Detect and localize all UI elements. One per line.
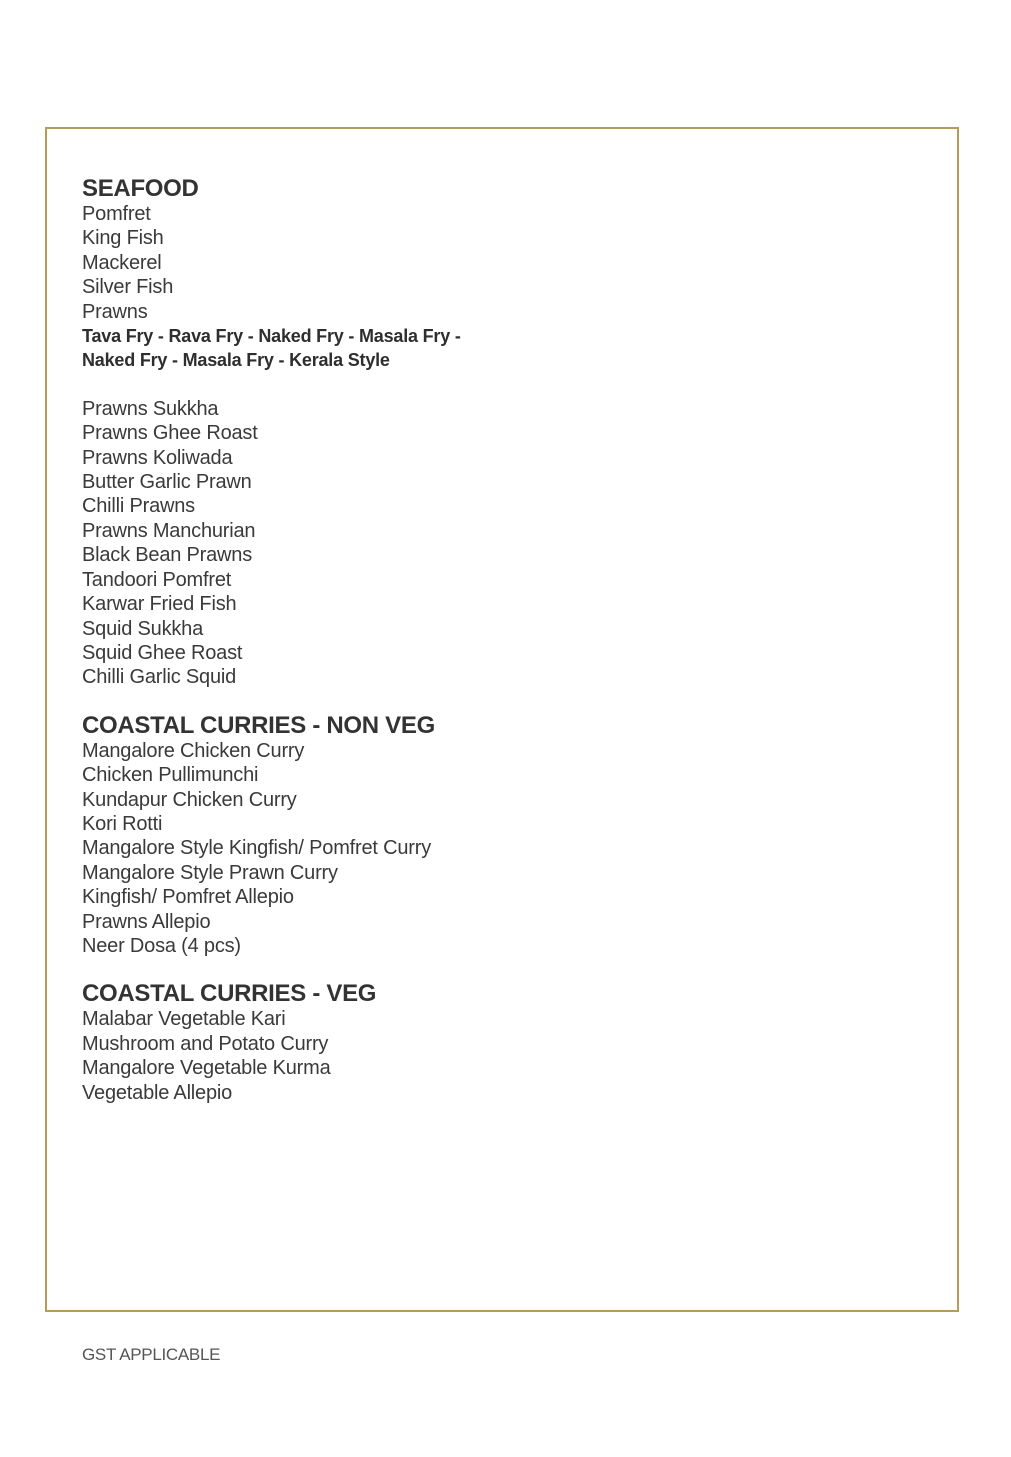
menu-item: Chilli Prawns [82, 495, 195, 518]
menu-item: Mangalore Style Kingfish/ Pomfret Curry [82, 837, 432, 860]
menu-item: Vegetable Allepio [82, 1081, 233, 1104]
menu-item: Black Bean Prawns [82, 544, 253, 567]
seafood-list [82, 202, 882, 373]
menu-item: Mackerel [82, 251, 162, 274]
menu-item: Karwar Fried Fish [82, 593, 237, 616]
menu-item: Prawns Ghee Roast [82, 422, 258, 445]
menu-item: Prawns Allepio [82, 910, 211, 933]
menu-item: Kundapur Chicken Curry [82, 788, 297, 811]
menu-item: Chilli Garlic Squid [82, 666, 237, 689]
menu-item: Squid Sukkha [82, 617, 204, 640]
menu-item: Mushroom and Potato Curry [82, 1032, 329, 1055]
coastal-veg-list [82, 1007, 882, 1105]
menu-content [82, 176, 882, 1105]
seafood-title: SEAFOOD [82, 175, 199, 202]
menu-item: Malabar Vegetable Kari [82, 1008, 286, 1031]
preparation-styles: Tava Fry - Rava Fry - Naked Fry - Masala Fry - [82, 326, 461, 347]
menu-item: Tandoori Pomfret [82, 568, 232, 591]
menu-item: Silver Fish [82, 276, 174, 299]
menu-item: Prawns [82, 300, 148, 323]
gst-note: GST APPLICABLE [82, 1345, 221, 1364]
menu-item: Chicken Pullimunchi [82, 764, 259, 787]
menu-item: Prawns Sukkha [82, 397, 219, 420]
coastal-non-veg-title: COASTAL CURRIES - NON VEG [82, 711, 435, 739]
preparation-styles: Naked Fry - Masala Fry - Kerala Style [82, 350, 390, 371]
seafood-specials-list [82, 397, 882, 690]
menu-item: Pomfret [82, 203, 151, 225]
menu-item: Kingfish/ Pomfret Allepio [82, 886, 294, 909]
menu-item: King Fish [82, 227, 164, 250]
menu-item: Butter Garlic Prawn [82, 471, 252, 494]
coastal-veg-title: COASTAL CURRIES - VEG [82, 980, 377, 1008]
coastal-non-veg-list [82, 739, 882, 959]
menu-item: Squid Ghee Roast [82, 641, 243, 664]
menu-item: Mangalore Chicken Curry [82, 739, 305, 762]
menu-item: Prawns Manchurian [82, 519, 256, 542]
menu-item: Prawns Koliwada [82, 446, 233, 469]
menu-item: Mangalore Style Prawn Curry [82, 861, 338, 884]
menu-item: Mangalore Vegetable Kurma [82, 1057, 331, 1080]
menu-item: Neer Dosa (4 pcs) [82, 934, 241, 957]
menu-item: Kori Rotti [82, 812, 163, 835]
